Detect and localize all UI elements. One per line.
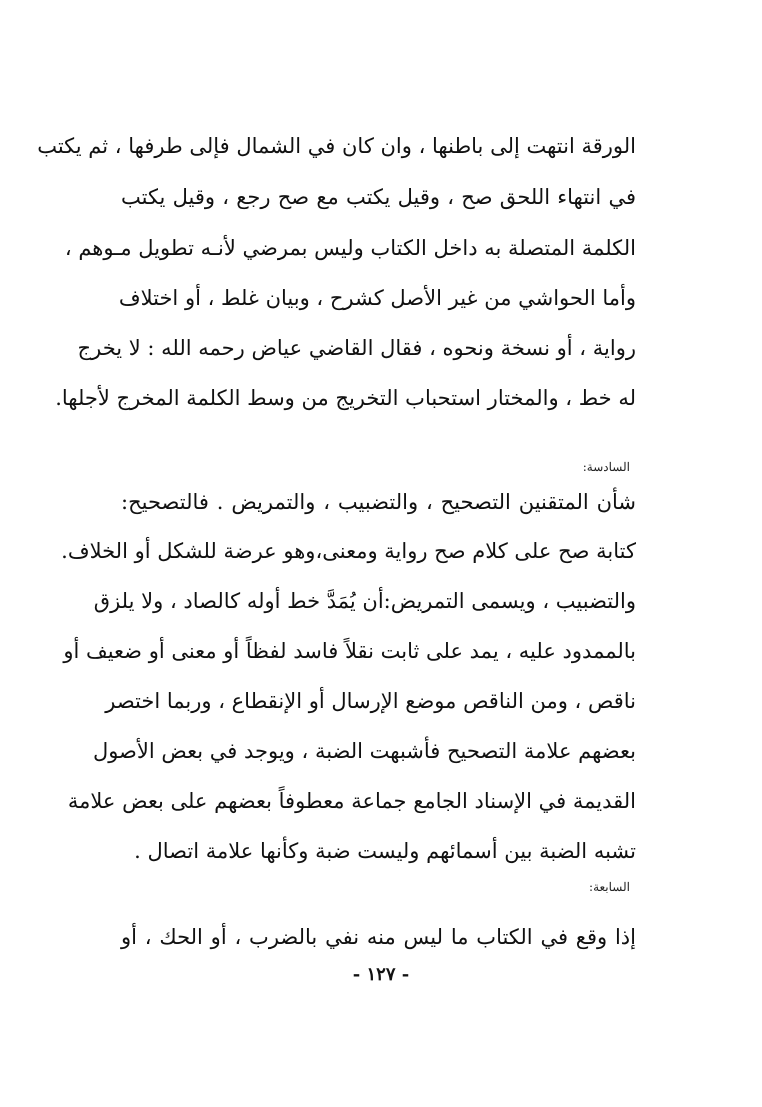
page-number: - ١٢٧ - bbox=[352, 964, 410, 985]
text-line: له خط ، والمختار استحباب التخريج من وسط الكلمة المخرج لأجلها. bbox=[55, 386, 636, 410]
text-line: وأما الحواشي من غير الأصل كشرح ، وبيان غلط ، أو اختلاف bbox=[118, 286, 636, 310]
text-line: تشبه الضبة بين أسمائهم وليست ضبة وكأنها علامة اتصال . bbox=[134, 839, 636, 863]
text-line: ناقص ، ومن الناقص موضع الإرسال أو الإنقطاع ، وربما اختصر bbox=[105, 689, 636, 713]
text-line: في انتهاء اللحق صح ، وقيل يكتب مع صح رجع ، وقيل يكتب bbox=[121, 185, 636, 209]
text-line: بالممدود عليه ، يمد على ثابت نقلاً فاسد لفظاً أو معنى أو ضعيف أو bbox=[63, 639, 636, 663]
text-line: الورقة انتهت إلى باطنها ، وان كان في الشمال فإلى طرفها ، ثم يكتب bbox=[37, 134, 636, 158]
text-line: الكلمة المتصلة به داخل الكتاب وليس بمرضي لأنـه تطويل مـوهم ، bbox=[64, 236, 636, 260]
text-line: والتضبيب ، ويسمى التمريض:أن يُمَدَّ خط أوله كالصاد ، ولا يلزق bbox=[93, 589, 636, 613]
section-heading-sixth: السادسة: bbox=[582, 460, 630, 474]
text-line: رواية ، أو نسخة ونحوه ، فقال القاضي عياض رحمه الله : لا يخرج bbox=[77, 336, 636, 360]
text-line: شأن المتقنين التصحيح ، والتضبيب ، والتمريض . فالتصحيح: bbox=[121, 490, 636, 514]
text-line: كتابة صح على كلام صح رواية ومعنى،وهو عرضة للشكل أو الخلاف. bbox=[61, 539, 636, 563]
text-line: إذا وقع في الكتاب ما ليس منه نفي بالضرب ، أو الحك ، أو bbox=[121, 925, 636, 949]
text-line: بعضهم علامة التصحيح فأشبهت الضبة ، ويوجد في بعض الأصول bbox=[92, 739, 636, 763]
section-heading-seventh: السابعة: bbox=[589, 880, 630, 894]
text-line: القديمة في الإسناد الجامع جماعة معطوفاً بعضهم على بعض علامة bbox=[67, 789, 636, 813]
